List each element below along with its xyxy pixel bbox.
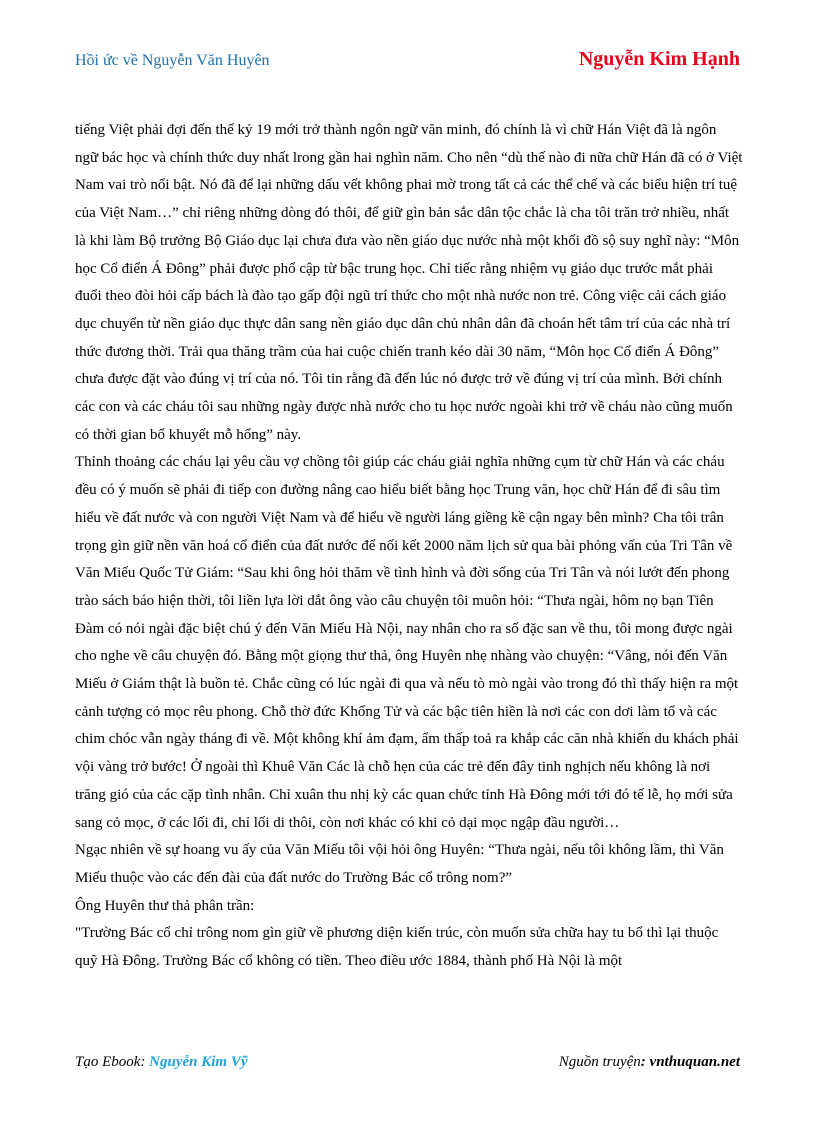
- paragraph-2: Thỉnh thoảng các cháu lại yêu cầu vợ chồng tôi giúp các cháu giải nghĩa những cụm từ chữ Hán và các cháu đều có ý muốn sẽ phải đi tiếp con đường nâng cao hiểu biết bằng học Trung văn, học chữ Hán để đi sâu tìm hiểu về đất nước và con người Việt Nam và để hiểu về người láng giềng kề cận ngay bên mình? Cha tôi trân trọng gìn giữ nền văn hoá cổ điển của đất nước để nối kết 2000 năm lịch sử qua bài phỏng vấn của Tri Tân về Văn Miếu Quốc Tử Giám: “Sau khi ông hỏi thăm về tình hình và đời sống của Tri Tân và nói lướt đến phong trào sách báo hiện thời, tôi liền lựa lời dắt ông vào câu chuyện tôi muôn hỏi: “Thưa ngài, hôm nọ bạn Tiên Đàm có nói ngài đặc biệt chú ý đến Văn Miếu Hà Nội, nay nhân cho ra số đặc san về thu, tôi mong được ngài cho nghe về câu chuyện đó. Bằng một giọng thư thả, ông Huyên nhẹ nhàng vào chuyện: “Vâng, nói đến Văn Miếu ở Giám thật là buồn tẻ. Chắc cũng có lúc ngài đi qua và nếu tò mò ngài vào trong đó thì thấy hiện ra một cảnh tượng cỏ mọc rêu phong. Chỗ thờ đức Khổng Tử và các bậc tiên hiền là nơi các con dơi làm tổ và các chim chóc vẫn ngày tháng đi về. Một không khí ảm đạm, ẩm thấp toả ra khắp các căn nhà khiến du khách phải vội vàng trở bước! Ở ngoài thì Khuê Văn Các là chỗ hẹn của các trẻ đến đây tinh nghịch nếu không là nơi trăng gió của các cặp tình nhân. Chỉ xuân thu nhị kỳ các quan chức tỉnh Hà Đông mới tới đó tế lễ, họ mới sửa sang cỏ mọc, ở các lối đi, chỉ lối di thôi, còn nơi khác có khi cỏ dại mọc ngập đầu người…: [75, 454, 739, 831]
- ebook-credit: [75, 1054, 248, 1071]
- document-body: [75, 117, 743, 976]
- paragraph-1: tiếng Việt phải đợi đến thế kỷ 19 mới trở thành ngôn ngữ văn minh, đó chính là vì chữ Hán Việt đã là ngôn ngữ bác học và chính thức duy nhất lrong gần hai nghìn năm. Cho nên “dù thế nào đi nữa chữ Hán đã có ở Việt Nam vai trò nổi bật. Nó đã để lại những dấu vết không phai mờ trong tất cả các thể chế và các biểu hiện trí tuệ của Việt Nam…” chỉ riêng những dòng đó thôi, để giữ gìn bản sắc dân tộc chắc là cha tôi trăn trở nhiều, nhất là khi làm Bộ trưởng Bộ Giáo dục lại chưa đưa vào nền giáo dục nước nhà một khối đồ sộ suy nghĩ này: “Môn học Cổ điển Á Đông” phải được phổ cập từ bậc trung học. Chỉ tiếc rằng nhiệm vụ giáo dục trước mắt phải đuổi theo đòi hỏi cấp bách là đào tạo gấp đội ngũ trí thức cho một nhà nước non trẻ. Công việc cải cách giáo dục chuyển từ nền giáo dục thực dân sang nền giáo dục dân chủ nhân dân đã choán hết tâm trí của các nhà trí thức đương thời. Trải qua thăng trầm của hai cuộc chiến tranh kéo dài 30 năm, “Môn học Cổ điển Á Đông” chưa được đặt vào đúng vị trí của nó. Tôi tin rằng đã đến lúc nó được trở về đúng vị trí của mình. Bởi chính các con và các cháu tôi sau những ngày được nhà nước cho tu học nước ngoài khi trở về cháu nào cũng muốn có thời gian bổ khuyết mỗ hổng” này.: [75, 122, 743, 443]
- source-site[interactable]: vnthuquan.net: [649, 1054, 740, 1070]
- source-separator: :: [640, 1054, 650, 1070]
- ebook-creator-name: Nguyễn Kim Vỹ: [149, 1054, 248, 1070]
- paragraph-5: "Trường Bác cổ chỉ trông nom gìn giữ về phương diện kiến trúc, còn muốn sửa chữa hay tu bổ thì lại thuộc quỹ Hà Đông. Trường Bác cổ không có tiền. Theo điều ước 1884, thành phố Hà Nội là một: [75, 925, 719, 970]
- paragraph-4: Ông Huyên thư thả phân trần:: [75, 897, 255, 914]
- ebook-separator: :: [140, 1054, 150, 1070]
- paragraph-3: Ngạc nhiên về sự hoang vu ấy của Văn Miếu tôi vội hỏi ông Huyên: “Thưa ngài, nếu tôi không lầm, thì Văn Miếu thuộc vào các đến đài của đất nước do Trường Bác cổ trông nom?”: [75, 842, 724, 886]
- author-name: Nguyễn Kim Hạnh: [578, 48, 740, 70]
- page-footer: [75, 1054, 740, 1076]
- book-title: Hồi ức về Nguyễn Văn Huyên: [75, 52, 270, 69]
- ebook-label: Tạo Ebook: [75, 1054, 141, 1070]
- page-header: [75, 46, 740, 76]
- source-credit: [559, 1054, 740, 1071]
- source-label: Nguồn truyện: [558, 1054, 641, 1070]
